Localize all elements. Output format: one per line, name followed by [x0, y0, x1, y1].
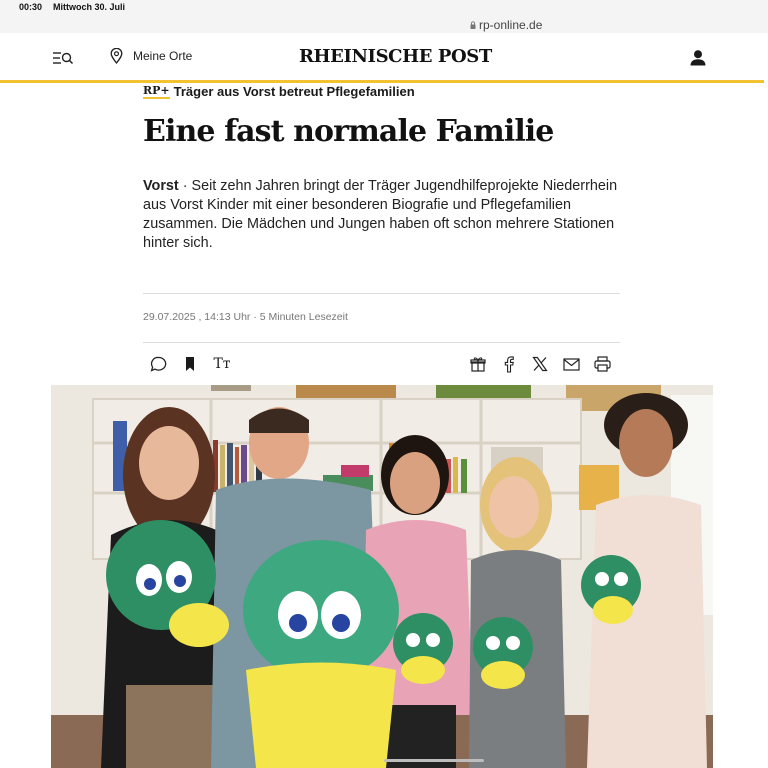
- site-header: [0, 33, 764, 83]
- status-date: Mittwoch 30. Juli: [53, 2, 126, 12]
- status-time: 00:30: [19, 2, 43, 12]
- facebook-icon[interactable]: [500, 355, 518, 373]
- font-size-icon[interactable]: [213, 355, 231, 373]
- article-photo[interactable]: [51, 385, 713, 768]
- article-headline: Eine fast normale Familie: [143, 114, 554, 149]
- address-bar[interactable]: [0, 18, 768, 33]
- kicker-text: Träger aus Vorst betreut Pflegefamilien: [173, 84, 415, 99]
- status-bar: [0, 0, 768, 18]
- lock-icon: [470, 21, 476, 29]
- url-display[interactable]: [470, 18, 542, 32]
- premium-badge: RP+: [143, 83, 170, 97]
- print-icon[interactable]: [593, 355, 611, 373]
- article-kicker: [143, 84, 415, 99]
- comment-icon[interactable]: [149, 355, 167, 373]
- article-meta: 29.07.2025 , 14:13 Uhr · 5 Minuten Lesezeit: [143, 311, 348, 323]
- bookmark-icon[interactable]: [181, 355, 199, 373]
- gift-icon[interactable]: [469, 355, 487, 373]
- font-size-label: Tт: [213, 356, 231, 372]
- lead-text: · Seit zehn Jahren bringt der Träger Jugendhilfeprojekte Niederrhein aus Vorst Kinder mit einer besonderen Biografie und Pflegefamilien zusammen. Die Mädchen und Jungen haben oft schon mehrere Stationen hinter sich.: [143, 178, 618, 251]
- user-icon[interactable]: [689, 49, 707, 67]
- article-toolbar-right: [469, 355, 611, 373]
- x-icon[interactable]: [531, 355, 549, 373]
- my-places-link[interactable]: [110, 48, 192, 64]
- article-toolbar-left: [149, 355, 231, 373]
- location-pin-icon: [110, 48, 123, 64]
- menu-search-icon[interactable]: [52, 49, 74, 67]
- scroll-indicator: [384, 759, 484, 762]
- meta-divider-bottom: [143, 342, 620, 343]
- site-logo[interactable]: RHEINISCHE POST: [299, 46, 492, 67]
- my-places-label: Meine Orte: [133, 49, 193, 63]
- meta-divider-top: [143, 293, 620, 294]
- mail-icon[interactable]: [562, 355, 580, 373]
- lead-dateline: Vorst: [143, 178, 179, 194]
- url-text: rp-online.de: [479, 18, 543, 32]
- article-lead: [143, 177, 623, 253]
